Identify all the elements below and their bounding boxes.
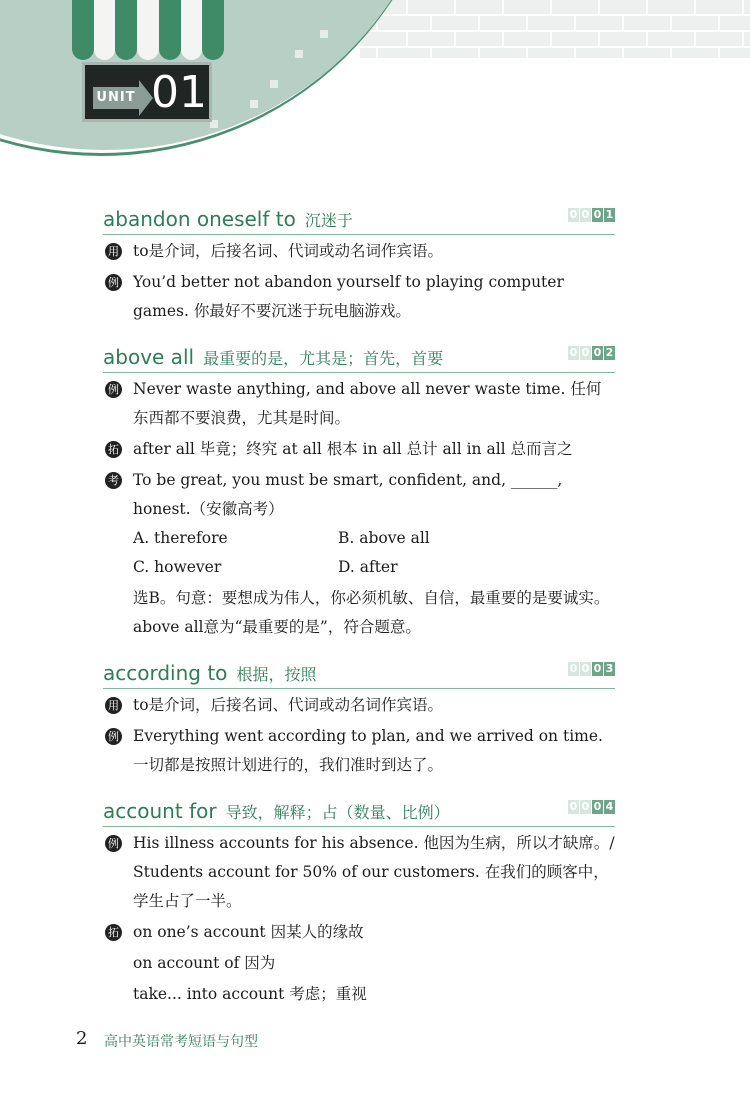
answer-options bbox=[103, 524, 615, 582]
headword: account for bbox=[103, 799, 217, 823]
entry-account-for bbox=[103, 798, 615, 1009]
unit-sign bbox=[82, 62, 212, 122]
mark-icon: 考 bbox=[105, 472, 122, 489]
mark-icon: 拓 bbox=[105, 924, 122, 941]
headword-meaning: 导致，解释；占（数量、比例） bbox=[225, 803, 450, 822]
option: A. therefore bbox=[133, 529, 228, 547]
option: C. however bbox=[133, 558, 222, 576]
entry-number: 0 0 0 2 bbox=[569, 346, 614, 359]
entry-abandon-oneself-to bbox=[103, 206, 615, 326]
example-line: 例 His illness accounts for his absence. 他因为生病，所以才缺席。/ Students account for 50% of our customers. 在我们的顾客中，学生占了一半。 bbox=[103, 829, 615, 916]
headword-row bbox=[103, 660, 615, 689]
mark-icon: 拓 bbox=[105, 441, 122, 458]
brick-wall-decoration bbox=[360, 0, 750, 58]
mark-icon: 用 bbox=[105, 697, 122, 714]
option: D. after bbox=[338, 558, 398, 576]
example-line: 例 You’d better not abandon yourself to playing computer games. 你最好不要沉迷于玩电脑游戏。 bbox=[103, 268, 615, 326]
extension-line: take... into account 考虑；重视 bbox=[133, 985, 367, 1003]
page-number: 2 bbox=[76, 1028, 88, 1049]
option: B. above all bbox=[338, 529, 430, 547]
headword-row bbox=[103, 206, 615, 235]
unit-label: UNIT bbox=[93, 87, 139, 109]
headword-meaning: 根据，按照 bbox=[236, 665, 317, 684]
extension-line: on account of 因为 bbox=[133, 954, 276, 972]
mark-icon: 例 bbox=[105, 835, 122, 852]
entry-number: 0 0 0 1 bbox=[569, 208, 614, 221]
mark-icon: 例 bbox=[105, 381, 122, 398]
entry-number: 0 0 0 4 bbox=[569, 800, 614, 813]
exam-line: 考 To be great, you must be smart, confident, and, ______, honest.（安徽高考） bbox=[103, 466, 615, 524]
answer-explanation: 选B。句意：要想成为伟人，你必须机敏、自信，最重要的是要诚实。above all意为“最重要的是”，符合题意。 bbox=[133, 589, 610, 636]
usage-line: 用 to是介词，后接名词、代词或动名词作宾语。 bbox=[103, 237, 615, 266]
headword-meaning: 最重要的是，尤其是；首先，首要 bbox=[203, 349, 444, 368]
usage-line: 用 to是介词，后接名词、代词或动名词作宾语。 bbox=[103, 691, 615, 720]
shop-awning bbox=[72, 0, 224, 60]
entry-above-all bbox=[103, 344, 615, 642]
example-line: 例 Never waste anything, and above all never waste time. 任何东西都不要浪费，尤其是时间。 bbox=[103, 375, 615, 433]
entry-according-to bbox=[103, 660, 615, 780]
entry-number: 0 0 0 3 bbox=[569, 662, 614, 675]
headword-row bbox=[103, 798, 615, 827]
extension-line: 拓 after all 毕竟；终究 at all 根本 in all 总计 all in all 总而言之 bbox=[103, 435, 615, 464]
headword-meaning: 沉迷于 bbox=[304, 211, 353, 230]
book-title: 高中英语常考短语与句型 bbox=[104, 1034, 258, 1050]
example-line: 例 Everything went according to plan, and we arrived on time. 一切都是按照计划进行的，我们准时到达了。 bbox=[103, 722, 615, 780]
headword-row bbox=[103, 344, 615, 373]
mark-icon: 例 bbox=[105, 728, 122, 745]
headword: abandon oneself to bbox=[103, 207, 296, 231]
mark-icon: 用 bbox=[105, 243, 122, 260]
headword: above all bbox=[103, 345, 195, 369]
extension-line: 拓 on one’s account 因某人的缘故 bbox=[103, 918, 615, 947]
unit-number: 01 bbox=[151, 67, 207, 118]
unit-header bbox=[0, 0, 750, 160]
mark-icon: 例 bbox=[105, 274, 122, 291]
headword: according to bbox=[103, 661, 228, 685]
